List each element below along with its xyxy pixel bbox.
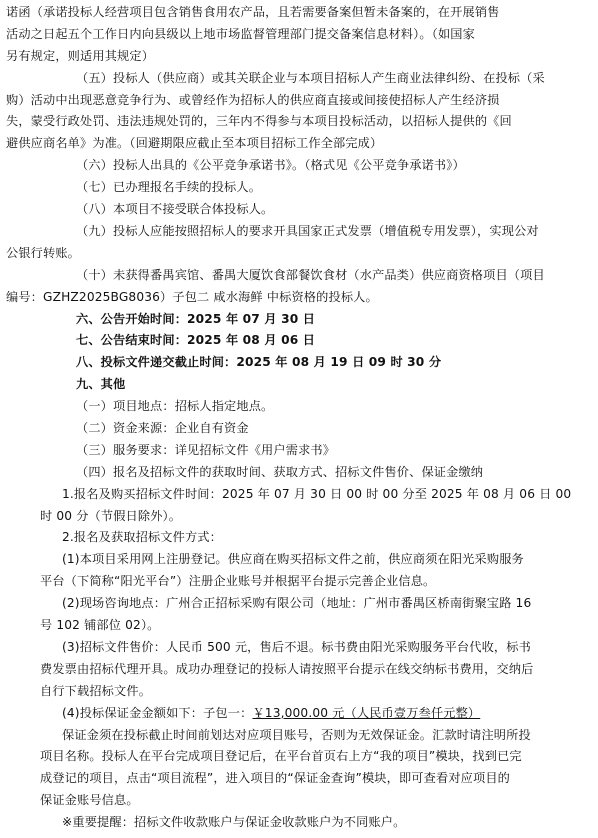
para-commitment-line-1: 诺函（承诺投标人经营项目包含销售食用农产品，且若需要备案但暂未备案的，在开展销售 <box>6 5 500 19</box>
purchase-time-line-2: 时 00 分（节假日除外）。 <box>40 508 182 523</box>
deposit-note-line-3: 成登记的项目，点击“项目流程”，进入项目的“保证金查询”模块，即可查看对应项目的 <box>40 771 511 786</box>
deposit-note-line-2: 项目名称。投标人在平台完成项目登记后，在平台首页右上方“我的项目”模块，找到已完 <box>40 749 522 764</box>
other-item-1: （一）项目地点：招标人指定地点。 <box>76 399 274 414</box>
document-price-line-1: (3)招标文件售价：人民币 500 元，售后不退。标书费由阳光采购服务平台代收，标书 <box>62 639 531 654</box>
clause-9-line-2: 公银行转账。 <box>6 245 81 260</box>
section-9-heading: 九、其他 <box>76 377 126 392</box>
deposit-amount-label: (4)投标保证金金额如下：子包一： <box>62 705 253 720</box>
clause-10-line-1: （十）未获得番禺宾馆、番禺大厦饮食部餐饮食材（水产品类）供应商资格项目（项目 <box>76 267 545 282</box>
deposit-amount-value: ￥13,000.00 元 <box>252 705 345 720</box>
deposit-note-line-1: 保证金须在投标截止时间前划达对应项目账号，否则为无效保证金。汇款时请注明所投 <box>62 727 531 742</box>
consult-location-line-1: (2)现场咨询地点：广州合正招标采购有限公司（地址：广州市番禺区桥南街聚宝路 16 <box>62 596 532 611</box>
clause-8: （八）本项目不接受联合体投标人。 <box>76 202 274 217</box>
para-commitment-line-3: 另有规定，则适用其规定） <box>6 48 155 63</box>
deposit-amount-chinese: （人民币壹万叁仟元整） <box>344 705 481 720</box>
clause-10-line-2: 编号：GZHZ2025BG8036）子包二 咸水海鲜 中标资格的投标人。 <box>6 289 378 304</box>
deposit-note-line-4: 保证金账号信息。 <box>40 793 139 808</box>
online-registration-line-2: 平台（下简称“阳光平台”）注册企业账号并根据平台提示完善企业信息。 <box>40 574 436 589</box>
important-reminder: ※重要提醒：招标文件收款账户与保证金收款账户为不同账户。 <box>62 815 406 830</box>
document-price-line-3: 自行下载招标文件。 <box>40 683 152 698</box>
section-8-heading: 八、投标文件递交截止时间：2025 年 08 月 19 日 09 时 30 分 <box>76 355 442 370</box>
other-item-2: （二）资金来源：企业自有资金 <box>76 421 249 435</box>
document-price-line-2: 费发票由招标代理开具。成功办理登记的投标人请按照平台提示在线交纳标书费用，交纳后 <box>40 661 534 676</box>
other-item-3: （三）服务要求：详见招标文件《用户需求书》 <box>76 442 336 457</box>
para-commitment-line-2: 活动之日起五个工作日内向县级以上地市场监督管理部门提交备案信息材料）。（如国家 <box>6 26 475 41</box>
online-registration-line-1: (1)本项目采用网上注册登记。供应商在购买招标文件之前，供应商须在阳光采购服务 <box>62 552 524 567</box>
clause-5-line-2: 购）活动中出现恶意竞争行为、或曾经作为招标人的供应商直接或间接使招标人产生经济损 <box>6 92 500 107</box>
clause-5-line-3: 失，蒙受行政处罚、违法违规处罚的，三年内不得参与本项目投标活动，以招标人提供的《回 <box>6 114 512 129</box>
purchase-time-line-1: 1.报名及购买招标文件时间：2025 年 07 月 30 日 00 时 00 分至 2025 年 08 月 06 日 00 <box>62 486 572 501</box>
section-6-heading: 六、公告开始时间：2025 年 07 月 30 日 <box>76 311 316 326</box>
consult-location-line-2: 号 102 铺部位 02）。 <box>40 618 160 633</box>
registration-method-heading: 2.报名及获取招标文件方式： <box>62 530 222 545</box>
clause-5-line-1: （五）投标人（供应商）或其关联企业与本项目招标人产生商业法律纠纷、在投标（采 <box>76 70 545 85</box>
clause-6: （六）投标人出具的《公平竞争承诺书》。（格式见《公平竞争承诺书》） <box>76 158 465 173</box>
section-7-heading: 七、公告结束时间：2025 年 08 月 06 日 <box>76 333 316 348</box>
clause-9-line-1: （九）投标人应能按照招标人的要求开具国家正式发票（增值税专用发票），实现公对 <box>76 223 539 238</box>
clause-7: （七）已办理报名手续的投标人。 <box>76 180 262 195</box>
clause-5-line-4: 避供应商名单》为准。（回避期限应截止至本项目招标工作全部完成） <box>6 136 383 151</box>
deposit-amount-line <box>62 703 480 725</box>
other-item-4: （四）报名及招标文件的获取时间、获取方式、招标文件售价、保证金缴纳 <box>76 464 484 479</box>
